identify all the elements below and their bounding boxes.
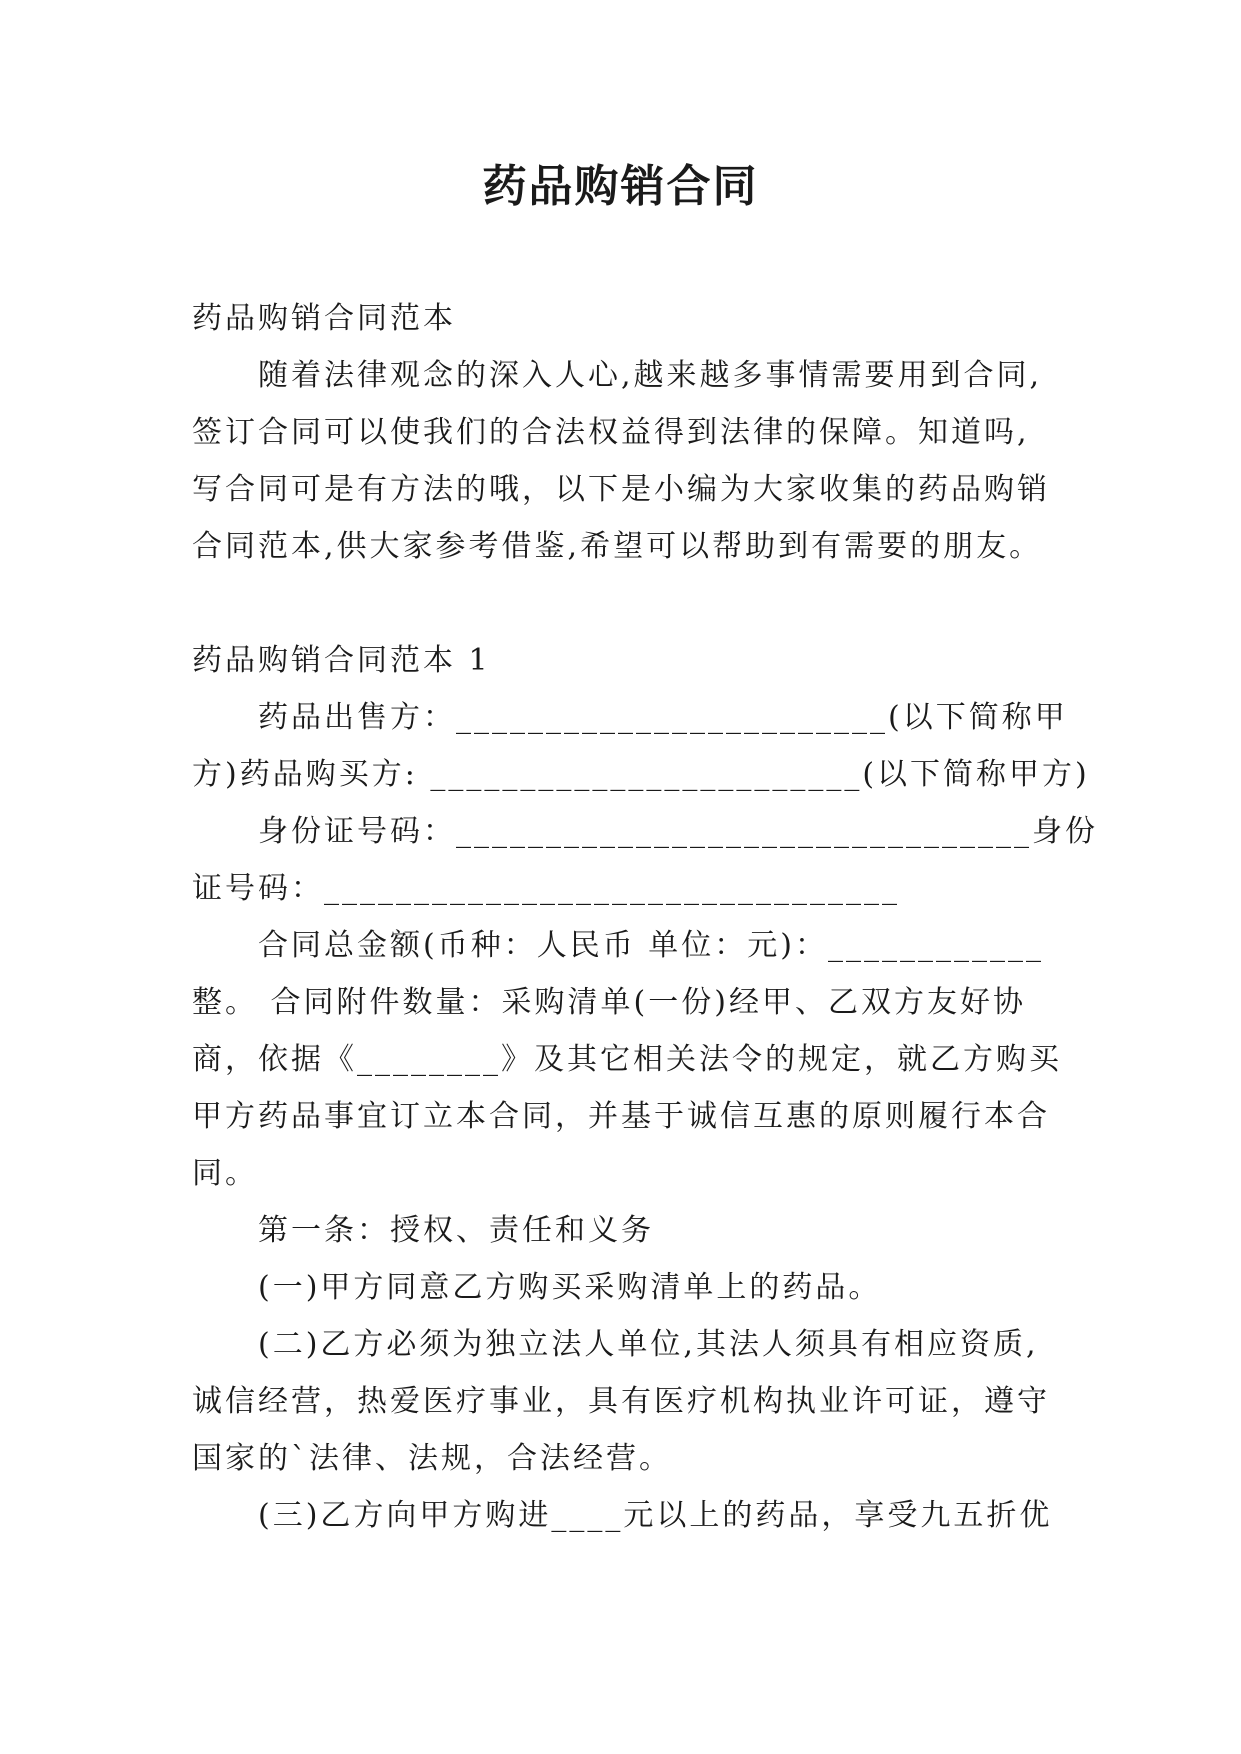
text-line: 方)药品购买方: ________________________(以下简称甲方): [192, 757, 1090, 792]
text-line: 随着法律观念的深入人心,越来越多事情需要用到合同,: [258, 358, 1043, 393]
document-body: [192, 290, 1098, 1544]
text-line: 证号码：________________________________: [192, 871, 900, 906]
text-line: (二)乙方必须为独立法人单位,其法人须具有相应资质,: [258, 1327, 1039, 1362]
text-line: 合同范本,供大家参考借鉴,希望可以帮助到有需要的朋友。: [192, 529, 1043, 564]
text-line: 药品购销合同范本: [192, 301, 456, 336]
text-line: 整。 合同附件数量：采购清单(一份)经甲、乙双方友好协: [192, 985, 1026, 1020]
text-line: 同。: [192, 1156, 258, 1191]
text-line: 第一条：授权、责任和义务: [258, 1213, 654, 1248]
text-line: 签订合同可以使我们的合法权益得到法律的保障。知道吗,: [192, 415, 1030, 450]
text-line: 身份证号码：________________________________身份: [258, 814, 1098, 849]
text-line: (一)甲方同意乙方购买采购清单上的药品。: [258, 1270, 882, 1305]
text-line: 合同总金额(币种：人民币 单位：元)：____________: [258, 928, 1044, 963]
blank-line: [192, 575, 1068, 632]
text-line: 甲方药品事宜订立本合同，并基于诚信互惠的原则履行本合: [192, 1099, 1050, 1134]
text-line: 国家的`法律、法规，合法经营。: [192, 1441, 672, 1476]
text-line: 药品出售方：________________________(以下简称甲: [258, 700, 1068, 735]
text-line: 诚信经营，热爱医疗事业，具有医疗机构执业许可证，遵守: [192, 1384, 1050, 1419]
text-line: 药品购销合同范本 1: [192, 643, 491, 678]
text-line: 写合同可是有方法的哦，以下是小编为大家收集的药品购销: [192, 472, 1050, 507]
text-line: 商，依据《________》及其它相关法令的规定，就乙方购买: [192, 1042, 1062, 1077]
text-line: (三)乙方向甲方购进____元以上的药品，享受九五折优: [258, 1498, 1053, 1533]
document-title: 药品购销合同: [482, 161, 759, 212]
